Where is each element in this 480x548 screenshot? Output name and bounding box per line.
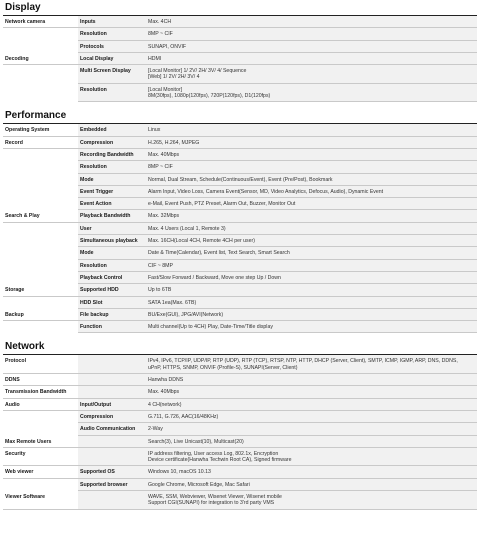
spec-row [3, 136, 477, 148]
spec-value: CIF ~ 8MP [146, 259, 477, 271]
spec-subcategory: Inputs [78, 16, 146, 28]
spec-category [3, 321, 78, 333]
spec-category: DDNS [3, 374, 78, 386]
spec-row [3, 355, 477, 373]
spec-subcategory: Multi Screen Display [78, 65, 146, 84]
spec-value: Max. 4CH [146, 16, 477, 28]
spec-value: Max. 16CH(Local 4CH, Remote 4CH per user) [146, 235, 477, 247]
spec-subcategory: Function [78, 321, 146, 333]
spec-category [3, 235, 78, 247]
spec-subcategory: Resolution [78, 161, 146, 173]
spec-value: BU/Exe(GUI), JPG/AVI(Network) [146, 308, 477, 320]
spec-category [3, 28, 78, 40]
spec-category: Decoding [3, 52, 78, 64]
spec-row [3, 198, 477, 210]
spec-subcategory: Compression [78, 410, 146, 422]
spec-category: Max Remote Users [3, 435, 78, 447]
spec-value: HDMI [146, 52, 477, 64]
spec-row [3, 161, 477, 173]
spec-subcategory: Playback Bandwidth [78, 210, 146, 222]
spec-row [3, 386, 477, 398]
spec-subcategory: Playback Control [78, 271, 146, 283]
spec-subcategory: Audio Communication [78, 423, 146, 435]
spec-row [3, 490, 477, 509]
spec-subcategory: Local Display [78, 52, 146, 64]
spec-category: Web viewer [3, 466, 78, 478]
spec-row [3, 222, 477, 234]
spec-subcategory: Mode [78, 173, 146, 185]
spec-category [3, 296, 78, 308]
spec-category: Network camera [3, 16, 78, 28]
spec-category [3, 423, 78, 435]
spec-subcategory: HDD Slot [78, 296, 146, 308]
spec-category: Audio [3, 398, 78, 410]
spec-category: Protocol [3, 355, 78, 373]
spec-subcategory: Recording Bandwidth [78, 148, 146, 160]
spec-category: Backup [3, 308, 78, 320]
section-title: Performance [3, 108, 477, 124]
spec-subcategory: File backup [78, 308, 146, 320]
spec-row [3, 271, 477, 283]
spec-row [3, 247, 477, 259]
spec-value: SUNAPI, ONVIF [146, 40, 477, 52]
spec-row [3, 148, 477, 160]
spec-value: H.265, H.264, MJPEG [146, 136, 477, 148]
spec-row [3, 466, 477, 478]
spec-value: IP address filtering, User access Log, 802.1x, Encryption Device certificate(Hanwha Techwin Root CA), Signed firmware [146, 447, 477, 466]
spec-subcategory [78, 374, 146, 386]
spec-category [3, 83, 78, 102]
spec-category: Transmission Bandwidth [3, 386, 78, 398]
spec-value: Max. 32Mbps [146, 210, 477, 222]
spec-subcategory: Input/Output [78, 398, 146, 410]
spec-category [3, 198, 78, 210]
spec-value: Max. 4 Users (Local 1, Remote 3) [146, 222, 477, 234]
spec-value: 8MP ~ CIF [146, 28, 477, 40]
spec-category [3, 185, 78, 197]
spec-subcategory: User [78, 222, 146, 234]
spec-subcategory: Supported OS [78, 466, 146, 478]
spec-value: 8MP ~ CIF [146, 161, 477, 173]
spec-row [3, 259, 477, 271]
spec-value: Multi channel(Up to 4CH) Play, Date-Time/Title display [146, 321, 477, 333]
spec-value: Up to 6TB [146, 284, 477, 296]
spec-value: WAVE, SSM, Webviewer, Wisenet Viewer, Wisenet mobile Support CGI(SUNAPI) for integration to 3'rd party VMS [146, 490, 477, 509]
spec-row [3, 296, 477, 308]
spec-row [3, 423, 477, 435]
spec-value: Alarm Input, Video Loss, Camera Event(Sensor, MD, Video Analytics, Defocus, Audio), Dynamic Event [146, 185, 477, 197]
spec-row [3, 435, 477, 447]
spec-category: Operating System [3, 124, 78, 136]
spec-row [3, 173, 477, 185]
spec-value: [Local Monitor] 1/ 2V/ 2H/ 3V/ 4/ Sequence [Web] 1/ 2V/ 2H/ 3V/ 4 [146, 65, 477, 84]
section-title: Display [3, 0, 477, 16]
spec-subcategory: Simultaneous playback [78, 235, 146, 247]
spec-row [3, 308, 477, 320]
spec-row [3, 40, 477, 52]
spec-category: Storage [3, 284, 78, 296]
spec-row [3, 65, 477, 84]
spec-value: e-Mail, Event Push, PTZ Preset, Alarm Out, Buzzer, Monitor Out [146, 198, 477, 210]
spec-row [3, 185, 477, 197]
spec-subcategory: Event Action [78, 198, 146, 210]
spec-row [3, 83, 477, 102]
spec-row [3, 124, 477, 136]
spec-row [3, 374, 477, 386]
spec-category: Security [3, 447, 78, 466]
spec-table [3, 355, 477, 509]
spec-value: Windows 10, macOS 10.13 [146, 466, 477, 478]
spec-subcategory [78, 435, 146, 447]
spec-category [3, 161, 78, 173]
spec-category [3, 65, 78, 84]
spec-value: Linux [146, 124, 477, 136]
spec-row [3, 16, 477, 28]
spec-subcategory: Resolution [78, 259, 146, 271]
spec-value: [Local Monitor] 8M(30fps), 1080p(120fps), 720P(120fps), D1(120fps) [146, 83, 477, 102]
spec-subcategory [78, 355, 146, 373]
spec-subcategory [78, 447, 146, 466]
spec-subcategory: Supported browser [78, 478, 146, 490]
section-display [3, 0, 477, 102]
spec-category [3, 148, 78, 160]
spec-category [3, 271, 78, 283]
spec-subcategory [78, 490, 146, 509]
spec-category: Search & Play [3, 210, 78, 222]
section-title: Network [3, 339, 477, 355]
spec-category: Viewer Software [3, 490, 78, 509]
spec-category: Record [3, 136, 78, 148]
section-performance [3, 108, 477, 333]
spec-subcategory: Mode [78, 247, 146, 259]
spec-row [3, 447, 477, 466]
spec-row [3, 235, 477, 247]
spec-row [3, 410, 477, 422]
spec-category [3, 222, 78, 234]
spec-category [3, 40, 78, 52]
spec-row [3, 28, 477, 40]
spec-table [3, 124, 477, 333]
spec-subcategory: Embedded [78, 124, 146, 136]
spec-row [3, 210, 477, 222]
spec-value: 2-Way [146, 423, 477, 435]
spec-category [3, 478, 78, 490]
spec-value: Hanwha DDNS [146, 374, 477, 386]
spec-category [3, 410, 78, 422]
spec-value: Max. 40Mbps [146, 386, 477, 398]
spec-category [3, 247, 78, 259]
spec-row [3, 52, 477, 64]
spec-row [3, 284, 477, 296]
spec-subcategory: Resolution [78, 28, 146, 40]
spec-value: Max. 40Mbps [146, 148, 477, 160]
spec-subcategory: Protocols [78, 40, 146, 52]
spec-value: Google Chrome, Microsoft Edge, Mac Safari [146, 478, 477, 490]
spec-row [3, 478, 477, 490]
spec-subcategory: Compression [78, 136, 146, 148]
section-network [3, 339, 477, 509]
spec-category [3, 173, 78, 185]
spec-value: Fast/Slow Forward / Backward, Move one step Up / Down [146, 271, 477, 283]
spec-value: SATA 1ea(Max. 6TB) [146, 296, 477, 308]
spec-value: Date & Time(Calendar), Event list, Text Search, Smart Search [146, 247, 477, 259]
spec-category [3, 259, 78, 271]
spec-value: Normal, Dual Stream, Schedule(Continuous/Event), Event (Pre/Post), Bookmark [146, 173, 477, 185]
spec-row [3, 398, 477, 410]
spec-value: Search(3), Live Unicast(10), Multicast(20) [146, 435, 477, 447]
spec-value: 4 CH(network) [146, 398, 477, 410]
spec-value: IPv4, IPv6, TCP/IP, UDP/IP, RTP (UDP), RTP (TCP), RTSP, NTP, HTTP, DHCP (Server, Client), SMTP, ICMP, IGMP, ARP, DNS, DDNS, uPnP, HTTPS, SNMP, ONVIF (Profile-S), SUNAPI(Server, Client) [146, 355, 477, 373]
spec-row [3, 321, 477, 333]
spec-subcategory: Event Trigger [78, 185, 146, 197]
spec-subcategory: Resolution [78, 83, 146, 102]
spec-table [3, 16, 477, 102]
spec-subcategory: Supported HDD [78, 284, 146, 296]
spec-value: G.711, G.726, AAC(16/48KHz) [146, 410, 477, 422]
spec-subcategory [78, 386, 146, 398]
